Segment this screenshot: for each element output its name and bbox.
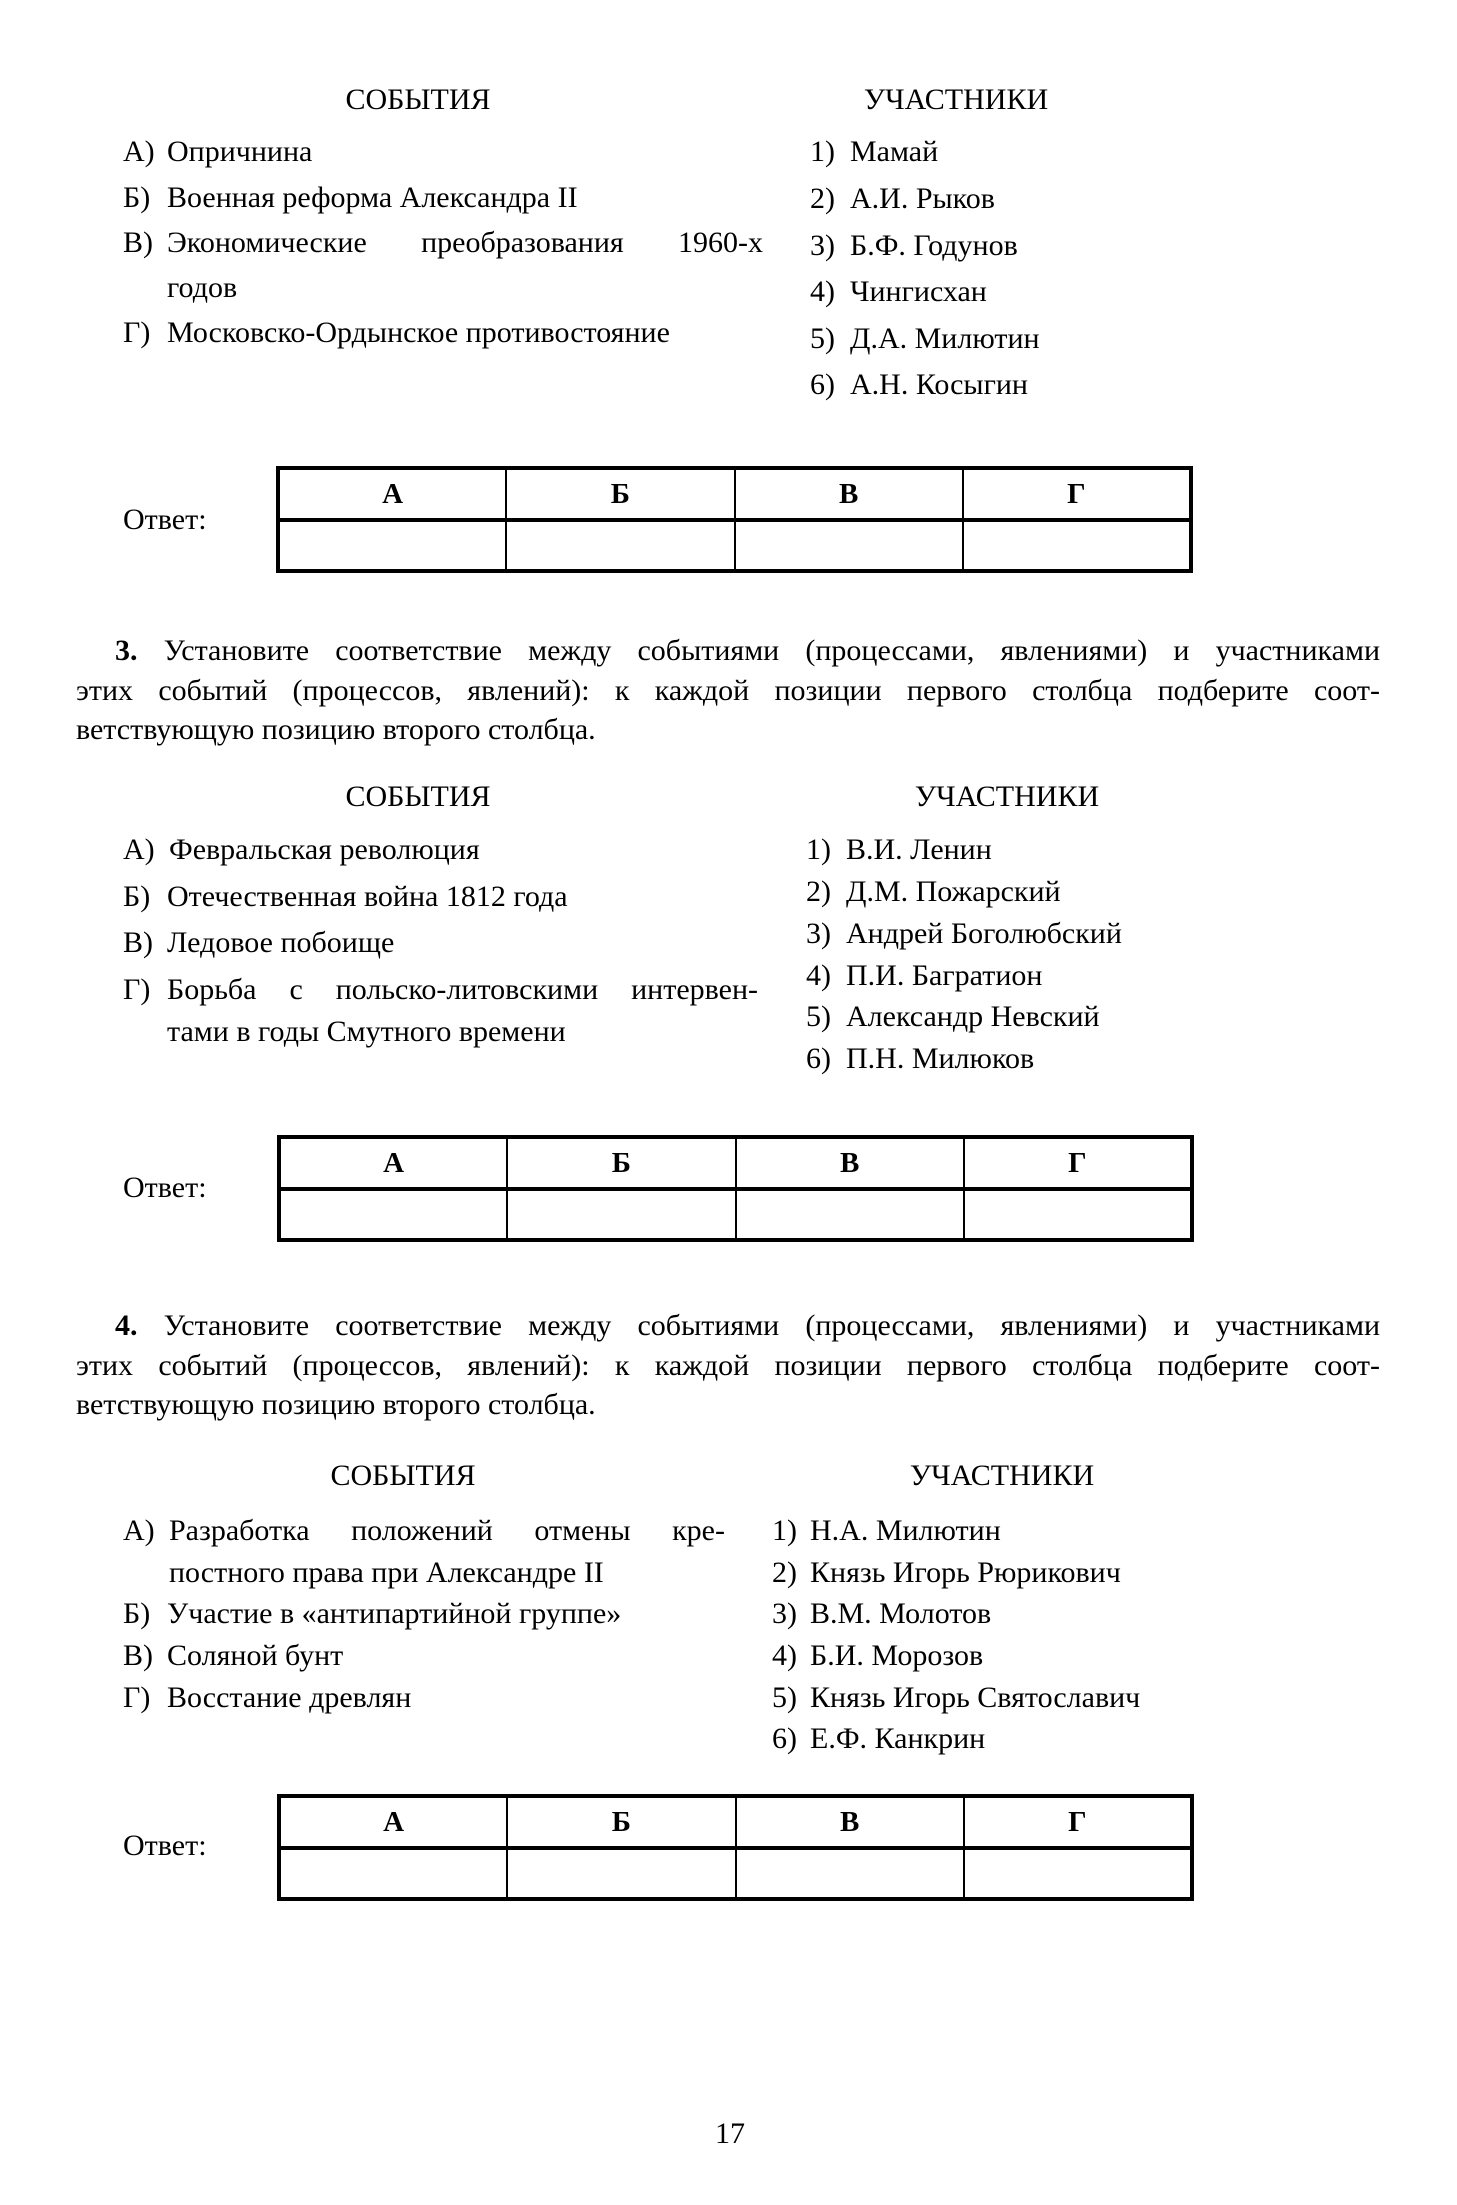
- answer-cell-g[interactable]: [964, 1848, 1192, 1899]
- answer-cell-v[interactable]: [735, 520, 963, 571]
- event-text: Московско-Ордынское противостояние: [167, 316, 670, 349]
- participants-column-header: УЧАСТНИКИ: [914, 780, 1100, 813]
- event-item: [123, 228, 763, 258]
- event-label: Г): [123, 1681, 151, 1714]
- answer-column-header: Б: [506, 468, 734, 520]
- answer-label: Ответ:: [123, 1171, 207, 1204]
- event-item: [123, 1599, 621, 1629]
- event-item: [123, 882, 568, 912]
- task-3-prompt-line2: этих событий (процессов, явлений): к каждой позиции первого столбца подберите соот-: [76, 673, 1380, 707]
- participant-label: 1): [810, 135, 835, 168]
- task-3-prompt: [76, 631, 1380, 750]
- participant-item: [806, 877, 1061, 907]
- event-text: Восстание древлян: [167, 1681, 412, 1714]
- participant-label: 4): [772, 1639, 797, 1672]
- participant-item: [772, 1599, 991, 1629]
- participant-item: [810, 324, 1040, 354]
- participant-item: [772, 1558, 1121, 1588]
- answer-cell-v[interactable]: [736, 1848, 964, 1899]
- event-label: В): [123, 926, 153, 959]
- task-4-prompt: [76, 1306, 1380, 1425]
- participant-text: Б.Ф. Годунов: [850, 229, 1018, 262]
- event-item: [123, 1641, 343, 1671]
- participant-item: [806, 919, 1122, 949]
- events-column-header: СОБЫТИЯ: [345, 780, 491, 813]
- participant-text: В.М. Молотов: [810, 1597, 992, 1630]
- task-4-prompt-line3: ветствующую позицию второго столбца.: [76, 1388, 596, 1421]
- event-item-continuation: годов: [167, 271, 238, 304]
- answer-column-header: Г: [963, 468, 1191, 520]
- answer-cell-b[interactable]: [507, 1189, 735, 1240]
- participant-text: Д.А. Милютин: [850, 322, 1040, 355]
- answer-table: [277, 1794, 1194, 1901]
- answer-column-header: А: [279, 1137, 507, 1189]
- event-label: А): [123, 833, 155, 866]
- participant-item: [772, 1724, 985, 1754]
- event-item: [123, 928, 394, 958]
- answer-table: [277, 1135, 1194, 1242]
- participant-label: 5): [772, 1681, 797, 1714]
- event-text: Экономические преобразования 1960-х: [167, 226, 763, 259]
- task-number: 4.: [115, 1309, 138, 1342]
- participant-text: Н.А. Милютин: [810, 1514, 1001, 1547]
- participant-label: 2): [772, 1556, 797, 1589]
- participant-item: [810, 231, 1018, 261]
- events-column-header: СОБЫТИЯ: [345, 83, 491, 116]
- prompt-text: Установите соответствие между событиями (процессами, явлениями) и участниками: [163, 1309, 1380, 1342]
- answer-cell-g[interactable]: [964, 1189, 1192, 1240]
- event-text: Отечественная война 1812 года: [167, 880, 568, 913]
- prompt-text: Установите соответствие между событиями (процессами, явлениями) и участниками: [163, 634, 1380, 667]
- participant-text: П.Н. Милюков: [846, 1042, 1035, 1075]
- event-label: Г): [123, 316, 151, 349]
- participant-item: [772, 1641, 983, 1671]
- page-number: 17: [715, 2117, 745, 2150]
- event-item: [123, 183, 578, 213]
- answer-cell-a[interactable]: [279, 1848, 507, 1899]
- task-4-prompt-line2: этих событий (процессов, явлений): к каждой позиции первого столбца подберите соот-: [76, 1348, 1380, 1382]
- participant-item: [772, 1516, 1001, 1546]
- participants-column-header: УЧАСТНИКИ: [909, 1459, 1095, 1492]
- answer-table: [276, 466, 1193, 573]
- answer-column-header: В: [735, 468, 963, 520]
- participant-item: [810, 277, 987, 307]
- participant-item: [806, 961, 1042, 991]
- event-text: Разработка положений отмены кре-: [169, 1514, 725, 1547]
- participant-label: 5): [806, 1000, 831, 1033]
- participant-text: В.И. Ленин: [846, 833, 992, 866]
- event-label: А): [123, 135, 155, 168]
- participant-text: А.Н. Косыгин: [850, 368, 1028, 401]
- participant-label: 3): [810, 229, 835, 262]
- event-text: Военная реформа Александра II: [167, 181, 578, 214]
- participant-text: Князь Игорь Рюрикович: [810, 1556, 1121, 1589]
- event-text: Ледовое побоище: [167, 926, 395, 959]
- answer-cell-a[interactable]: [278, 520, 506, 571]
- participant-item: [806, 1002, 1100, 1032]
- participant-item: [806, 1044, 1034, 1074]
- participant-label: 2): [806, 875, 831, 908]
- answer-column-header: В: [736, 1137, 964, 1189]
- task-number: 3.: [115, 634, 138, 667]
- participant-text: Е.Ф. Канкрин: [810, 1722, 986, 1755]
- participant-item: [806, 835, 992, 865]
- participant-item: [810, 137, 938, 167]
- event-item-continuation: тами в годы Смутного времени: [167, 1015, 566, 1048]
- event-item: [123, 1683, 411, 1713]
- answer-column-header: Г: [964, 1796, 1192, 1848]
- participant-text: Князь Игорь Святославич: [810, 1681, 1141, 1714]
- participant-item: [810, 184, 995, 214]
- answer-column-header: Б: [507, 1796, 735, 1848]
- participant-label: 2): [810, 182, 835, 215]
- participant-text: Мамай: [850, 135, 939, 168]
- participant-text: А.И. Рыков: [850, 182, 995, 215]
- answer-cell-v[interactable]: [736, 1189, 964, 1240]
- answer-cell-g[interactable]: [963, 520, 1191, 571]
- answer-column-header: В: [736, 1796, 964, 1848]
- event-text: Опричнина: [167, 135, 313, 168]
- event-text: Борьба с польско-литовскими интервен-: [167, 973, 758, 1006]
- answer-cell-b[interactable]: [506, 520, 734, 571]
- answer-cell-a[interactable]: [279, 1189, 507, 1240]
- event-label: Б): [123, 880, 151, 913]
- participant-text: Б.И. Морозов: [810, 1639, 984, 1672]
- event-label: В): [123, 226, 153, 259]
- event-item: [123, 1516, 725, 1546]
- participant-text: П.И. Багратион: [846, 959, 1043, 992]
- event-item: [123, 835, 480, 865]
- event-item: [123, 975, 758, 1005]
- task-3-prompt-line3: ветствующую позицию второго столбца.: [76, 713, 596, 746]
- answer-column-header: Б: [507, 1137, 735, 1189]
- task-3-prompt-line1: [76, 631, 1380, 671]
- task-4-prompt-line1: [76, 1306, 1380, 1346]
- participant-label: 4): [810, 275, 835, 308]
- participant-label: 1): [772, 1514, 797, 1547]
- participant-label: 4): [806, 959, 831, 992]
- answer-label: Ответ:: [123, 503, 207, 536]
- answer-column-header: А: [278, 468, 506, 520]
- answer-label: Ответ:: [123, 1829, 207, 1862]
- participant-text: Александр Невский: [846, 1000, 1100, 1033]
- event-label: Г): [123, 973, 151, 1006]
- participant-label: 6): [806, 1042, 831, 1075]
- event-label: Б): [123, 1597, 151, 1630]
- participant-text: Чингисхан: [850, 275, 987, 308]
- event-text: Участие в «антипартийной группе»: [167, 1597, 622, 1630]
- participant-label: 5): [810, 322, 835, 355]
- event-item: [123, 137, 312, 167]
- event-text: Февральская революция: [169, 833, 480, 866]
- answer-cell-b[interactable]: [507, 1848, 735, 1899]
- answer-column-header: Г: [964, 1137, 1192, 1189]
- participant-label: 1): [806, 833, 831, 866]
- participant-item: [810, 370, 1028, 400]
- participant-text: Андрей Боголюбский: [846, 917, 1122, 950]
- participant-label: 6): [810, 368, 835, 401]
- participant-text: Д.М. Пожарский: [846, 875, 1061, 908]
- event-item-continuation: постного права при Александре II: [169, 1556, 604, 1589]
- events-column-header: СОБЫТИЯ: [330, 1459, 476, 1492]
- participant-label: 3): [772, 1597, 797, 1630]
- participant-item: [772, 1683, 1140, 1713]
- event-item: [123, 318, 670, 348]
- event-text: Соляной бунт: [167, 1639, 344, 1672]
- participants-column-header: УЧАСТНИКИ: [863, 83, 1049, 116]
- participant-label: 6): [772, 1722, 797, 1755]
- event-label: А): [123, 1514, 155, 1547]
- answer-column-header: А: [279, 1796, 507, 1848]
- participant-label: 3): [806, 917, 831, 950]
- event-label: Б): [123, 181, 151, 214]
- event-label: В): [123, 1639, 153, 1672]
